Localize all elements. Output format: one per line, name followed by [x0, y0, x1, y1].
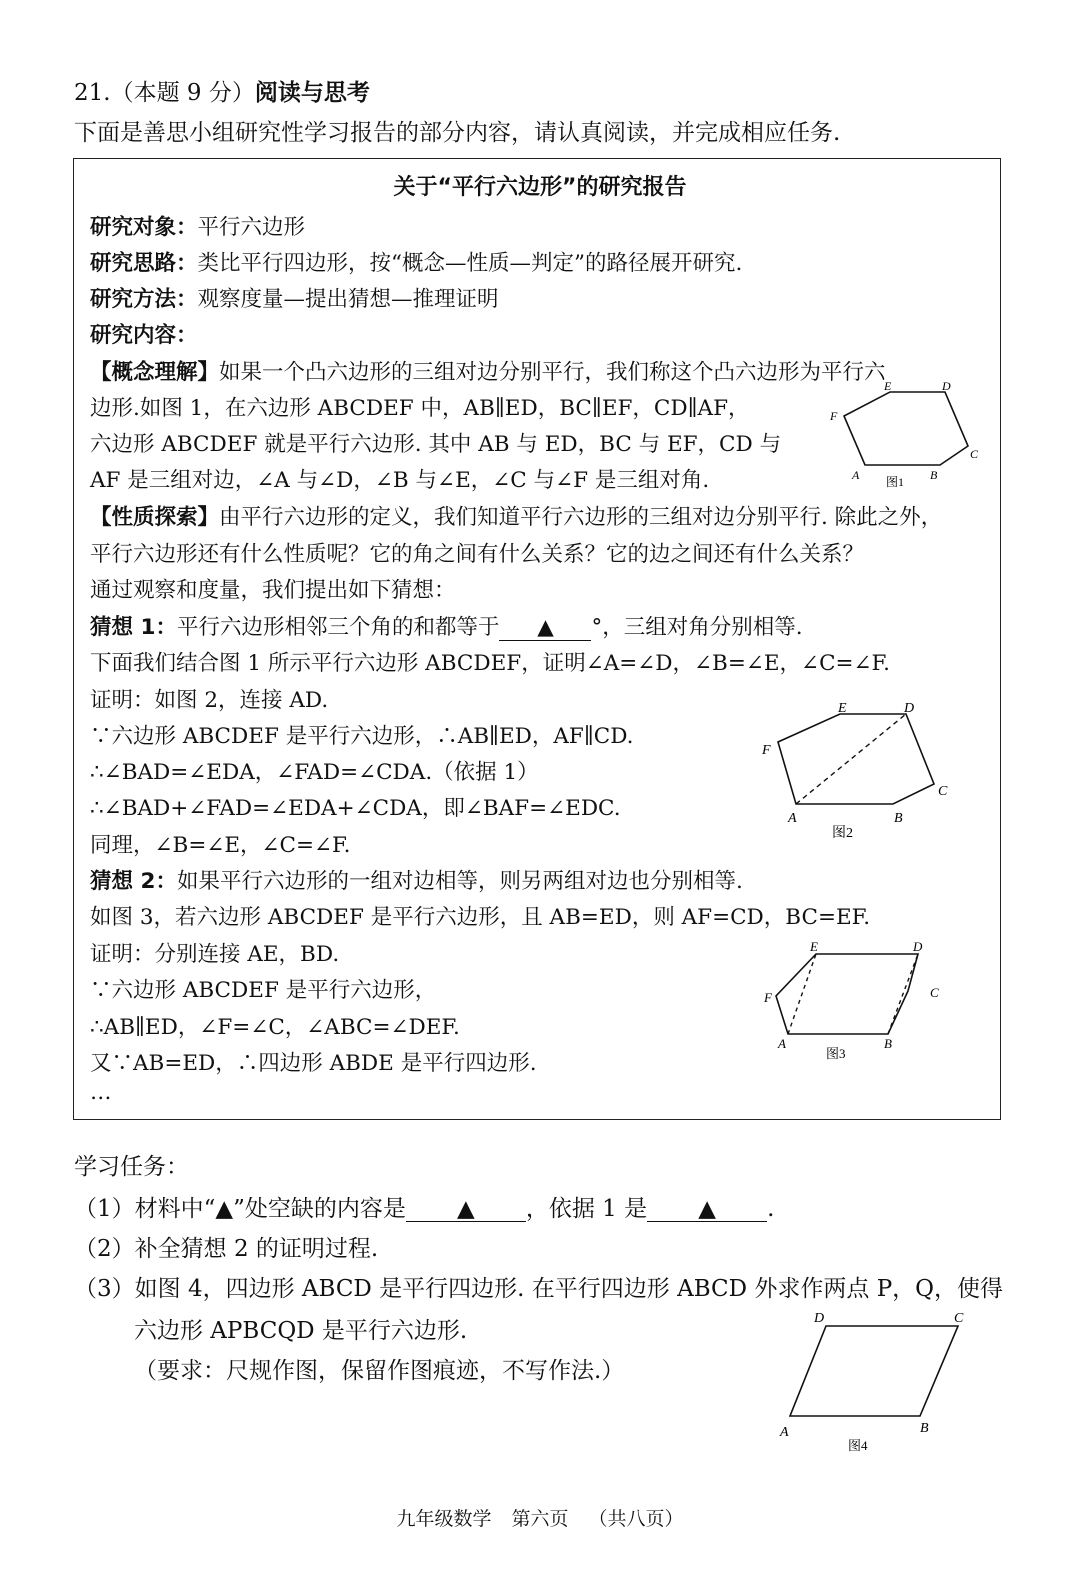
svg-text:A: A	[778, 1036, 786, 1051]
figure-2	[758, 696, 958, 846]
svg-text:F: F	[762, 743, 771, 758]
proof2-line-5: 又∵AB=ED，∴四边形 ABDE 是平行四边形.	[90, 1051, 537, 1076]
svg-text:D: D	[942, 379, 951, 393]
proof1-line-5: ∴∠BAD+∠FAD=∠EDA+∠CDA，即∠BAF=∠EDC.	[90, 796, 621, 821]
task-2: （2）补全猜想 2 的证明过程.	[74, 1236, 379, 1262]
object-text: 平行六边形	[197, 215, 306, 240]
svg-text:F: F	[764, 990, 772, 1005]
research-object	[90, 210, 305, 241]
conjecture-1: 猜想 1：平行六边形相邻三个角的和都等于 ▲ °，三组对角分别相等.	[90, 615, 803, 640]
svg-text:C: C	[970, 447, 979, 461]
proof1-line-4: ∴∠BAD=∠EDA，∠FAD=∠CDA.（依据 1）	[90, 760, 539, 785]
proof2-ellipsis: …	[90, 1080, 112, 1105]
method-text: 观察度量—提出猜想—推理证明	[197, 287, 499, 312]
figure-3-caption: 图3	[826, 1046, 846, 1061]
svg-text:E: E	[810, 939, 818, 954]
footer-page: 第六页	[511, 1508, 569, 1530]
svg-text:C: C	[930, 985, 939, 1000]
proof2-line-1: 如图 3，若六边形 ABCDEF 是平行六边形，且 AB=ED，则 AF=CD，BC=EF.	[90, 905, 871, 930]
footer-subject: 九年级数学	[396, 1508, 492, 1530]
svg-text:B: B	[884, 1036, 892, 1051]
svg-text:E: E	[884, 379, 892, 393]
svg-text:D: D	[913, 939, 923, 954]
conjecture-1-label: 猜想 1：	[90, 615, 177, 640]
svg-text:C: C	[954, 1311, 964, 1326]
research-method	[90, 282, 499, 313]
proof2-line-3: ∵六边形 ABCDEF 是平行六边形，	[90, 978, 437, 1003]
concept-label: 【概念理解】	[90, 360, 220, 385]
page-footer	[0, 1504, 1080, 1531]
research-approach	[90, 246, 742, 277]
task-3-line-2: 六边形 APBCQD 是平行六边形.	[134, 1318, 468, 1344]
question-intro: 下面是善思小组研究性学习报告的部分内容，请认真阅读，并完成相应任务.	[74, 120, 841, 146]
question-number: 21.（本题 9 分）	[74, 80, 255, 106]
figure-3	[760, 934, 960, 1066]
method-label: 研究方法：	[90, 287, 198, 312]
conjecture-2: 猜想 2：如果平行六边形的一组对边相等，则另两组对边也分别相等.	[90, 869, 743, 894]
concept-line-2: 边形.如图 1，在六边形 ABCDEF 中，AB∥ED，BC∥EF，CD∥AF，	[90, 396, 750, 421]
figure-2-caption: 图2	[832, 826, 853, 841]
task-3-line-3: （要求：尺规作图，保留作图痕迹，不写作法.）	[134, 1358, 625, 1384]
svg-text:D: D	[904, 701, 915, 716]
figure-4-caption: 图4	[848, 1438, 868, 1453]
property-line-3: 通过观察和度量，我们提出如下猜想：	[90, 578, 456, 603]
task-1-blank-1: ▲	[406, 1197, 526, 1222]
svg-text:B: B	[930, 468, 938, 482]
tasks-heading: 学习任务：	[74, 1154, 189, 1180]
property-line-2: 平行六边形还有什么性质呢？它的角之间有什么关系？它的边之间还有什么关系？	[90, 542, 865, 567]
svg-text:B: B	[894, 811, 903, 826]
svg-text:C: C	[938, 784, 948, 799]
svg-text:A: A	[788, 811, 797, 826]
question-header	[74, 74, 370, 107]
content-label: 研究内容：	[90, 323, 198, 348]
property-line-1: 【性质探索】由平行六边形的定义，我们知道平行六边形的三组对边分别平行. 除此之外，	[90, 505, 943, 530]
question-title: 阅读与思考	[254, 80, 370, 106]
proof1-line-2: 证明：如图 2，连接 AD.	[90, 688, 329, 713]
proof1-line-3: ∵六边形 ABCDEF 是平行六边形，∴AB∥ED，AF∥CD.	[90, 724, 634, 749]
figure-1	[820, 378, 995, 496]
concept-line-4: AF 是三组对边，∠A 与∠D，∠B 与∠E，∠C 与∠F 是三组对角.	[90, 468, 710, 493]
svg-text:A: A	[780, 1425, 789, 1440]
conjecture-1-blank: ▲	[499, 617, 591, 641]
task-1: （1）材料中“▲”处空缺的内容是 ▲ ，依据 1 是 ▲ .	[74, 1196, 775, 1222]
figure-1-caption: 图1	[886, 475, 905, 489]
task-3-line-1: （3）如图 4，四边形 ABCD 是平行四边形. 在平行四边形 ABCD 外求作两点 P，Q，使得	[74, 1276, 1004, 1302]
proof2-line-4: ∴AB∥ED，∠F=∠C，∠ABC=∠DEF.	[90, 1015, 460, 1040]
concept-line-3: 六边形 ABCDEF 就是平行六边形. 其中 AB 与 ED，BC 与 EF，CD 与	[90, 432, 782, 457]
svg-text:E: E	[838, 701, 847, 716]
proof1-line-1: 下面我们结合图 1 所示平行六边形 ABCDEF，证明∠A=∠D，∠B=∠E，∠C=∠F.	[90, 651, 890, 676]
approach-label: 研究思路：	[90, 251, 198, 276]
proof2-line-2: 证明：分别连接 AE，BD.	[90, 942, 340, 967]
concept-line-1: 【概念理解】如果一个凸六边形的三组对边分别平行，我们称这个凸六边形为平行六	[90, 360, 886, 385]
svg-text:F: F	[830, 409, 838, 423]
svg-text:D: D	[814, 1311, 825, 1326]
object-label: 研究对象：	[90, 215, 198, 240]
svg-text:A: A	[852, 468, 860, 482]
report-title: 关于“平行六边形”的研究报告	[393, 175, 687, 200]
figure-4	[770, 1306, 980, 1456]
task-1-blank-2: ▲	[647, 1197, 767, 1222]
research-content	[90, 318, 198, 349]
footer-total: （共八页）	[588, 1508, 684, 1530]
property-label: 【性质探索】	[90, 505, 220, 530]
proof1-line-6: 同理，∠B=∠E，∠C=∠F.	[90, 833, 351, 858]
svg-text:B: B	[920, 1421, 929, 1436]
conjecture-2-label: 猜想 2：	[90, 869, 177, 894]
approach-text: 类比平行四边形，按“概念—性质—判定”的路径展开研究.	[197, 251, 743, 276]
